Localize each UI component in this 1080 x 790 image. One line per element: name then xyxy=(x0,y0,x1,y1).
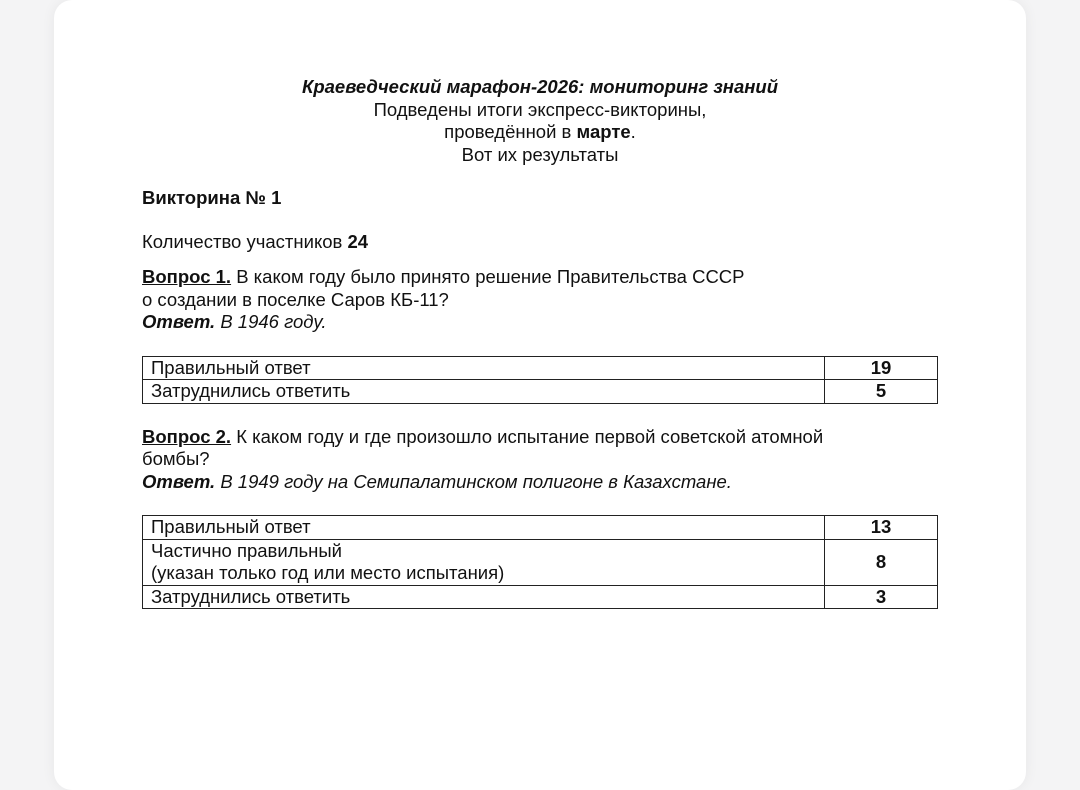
table-row xyxy=(143,539,938,585)
question-1-line-1 xyxy=(142,266,938,289)
result-value: 8 xyxy=(825,539,938,585)
document-page xyxy=(54,0,1026,790)
question-1 xyxy=(142,266,938,334)
table-row xyxy=(143,516,938,540)
question-2-text-2: бомбы? xyxy=(142,448,210,469)
header-line-1: Подведены итоги экспресс-викторины, xyxy=(373,98,707,120)
question-1-results-table xyxy=(142,356,938,404)
question-2 xyxy=(142,426,938,494)
document-content xyxy=(142,76,938,609)
participants-count xyxy=(142,231,938,254)
header-month: марте xyxy=(576,121,631,142)
table-row xyxy=(143,585,938,609)
question-1-text-1: В каком году было принято решение Правительства СССР xyxy=(236,266,745,287)
result-label-line-1: Частично правильный xyxy=(151,539,342,561)
quiz-title: Викторина № 1 xyxy=(142,187,282,208)
question-1-answer-text: В 1946 году. xyxy=(220,311,327,332)
result-value: 5 xyxy=(825,380,938,404)
result-label: Затруднились ответить xyxy=(143,585,825,609)
table-row xyxy=(143,380,938,404)
document-title: Краеведческий марафон-2026: мониторинг знаний xyxy=(301,76,779,97)
participants-label: Количество участников xyxy=(142,230,343,252)
document-header xyxy=(142,76,938,166)
result-label: Правильный ответ xyxy=(143,356,825,380)
question-2-label: Вопрос 2. xyxy=(142,425,232,447)
header-line-2-prefix: проведённой в xyxy=(444,121,572,142)
question-2-answer xyxy=(142,471,938,494)
result-label: Затруднились ответить xyxy=(143,380,825,404)
question-1-answer xyxy=(142,311,938,334)
question-2-text-1: К каком году и где произошло испытание первой советской атомной xyxy=(236,425,824,447)
result-value: 13 xyxy=(825,516,938,540)
question-2-results-table xyxy=(142,515,938,609)
question-2-answer-text: В 1949 году на Семипалатинском полигоне в Казахстане. xyxy=(220,470,732,492)
result-value: 19 xyxy=(825,356,938,380)
header-line-2-suffix: . xyxy=(630,121,636,142)
header-line-3: Вот их результаты xyxy=(461,143,619,165)
question-1-answer-label: Ответ. xyxy=(142,311,216,332)
question-1-text-2: о создании в поселке Саров КБ-11? xyxy=(142,288,449,310)
question-2-line-1 xyxy=(142,426,938,449)
table-row xyxy=(143,356,938,380)
result-label-line-2: (указан только год или место испытания) xyxy=(151,562,505,583)
header-line-2 xyxy=(142,121,938,144)
question-2-answer-label: Ответ. xyxy=(142,470,216,492)
result-label: Правильный ответ xyxy=(143,516,825,540)
question-1-label: Вопрос 1. xyxy=(142,266,232,287)
result-label-multiline xyxy=(143,539,825,585)
result-value: 3 xyxy=(825,585,938,609)
participants-number: 24 xyxy=(347,230,369,252)
